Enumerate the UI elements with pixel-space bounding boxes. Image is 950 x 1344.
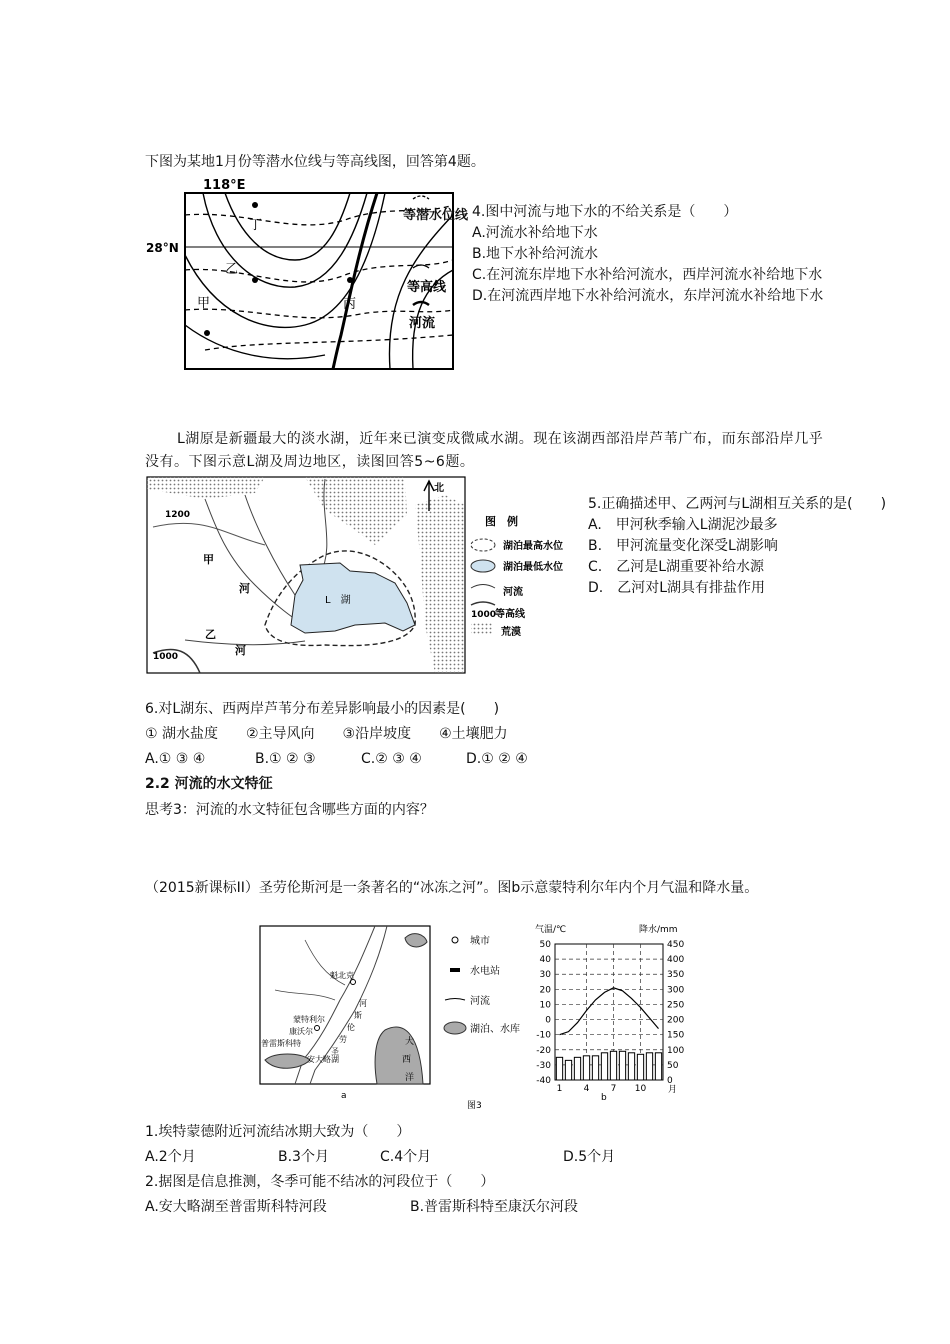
chart-ylabel-left: 气温/℃ <box>535 925 567 935</box>
x-tick-label: 7 <box>610 1084 617 1094</box>
label-jia: 甲 <box>203 553 214 566</box>
precip-tick-label: 150 <box>667 1030 685 1041</box>
precip-bar <box>646 1053 652 1080</box>
label-bing: 丙 <box>343 297 357 312</box>
north-label: 北 <box>434 483 444 494</box>
river-tributary <box>275 990 335 1000</box>
temperature-line <box>560 988 659 1035</box>
lake-ontario <box>265 1054 310 1068</box>
precip-tick-label: 400 <box>667 955 685 966</box>
q4-option-c[interactable]: C.在河流东岸地下水补给河流水，西岸河流水补给地下水 <box>472 267 823 283</box>
precip-tick-label: 50 <box>667 1060 679 1071</box>
temp-tick-label: 40 <box>539 955 551 966</box>
legend-water-table: 等潜水位线 <box>403 208 469 223</box>
contour-label-1000: 1000 <box>153 652 179 662</box>
contour-line <box>185 325 325 359</box>
ocean-char: 洋 <box>405 1073 415 1083</box>
q5-option-a[interactable]: A. 甲河秋季输入L湖泥沙最多 <box>588 517 778 533</box>
desert-area <box>147 477 265 499</box>
desert-area <box>305 477 407 545</box>
precip-bar <box>574 1057 580 1080</box>
city-montreal <box>315 1026 320 1031</box>
figure-label: 图3 <box>467 1101 482 1111</box>
label-yi: 乙 <box>205 628 216 641</box>
legend-title: 图 例 <box>485 515 518 528</box>
q6-factors: ① 湖水盐度 ②主导风向 ③沿岸坡度 ④土壤肥力 <box>145 726 508 742</box>
precip-tick-label: 250 <box>667 1000 685 1011</box>
river-char: 圣 <box>331 1047 339 1056</box>
ocean-char: 西 <box>402 1055 412 1065</box>
intro-text-2: L湖原是新疆最大的淡水湖，近年来已演变成微咸水湖。现在该湖西部沿岸芦苇广布，而东部沿岸几乎没有。下图示意L湖及周边地区，读图回答5~6题。 <box>145 431 824 470</box>
q6-option-d[interactable]: D.① ② ④ <box>466 751 528 767</box>
temp-tick-label: 0 <box>545 1015 551 1026</box>
contour-line <box>225 193 350 260</box>
label-kangwoer: 康沃尔 <box>289 1027 313 1036</box>
point-bing <box>347 277 353 283</box>
q6-stem: 6.对L湖东、西两岸芦苇分布差异影响最小的因素是( ) <box>145 701 500 717</box>
q5-stem: 5.正确描述甲、乙两河与L湖相互关系的是( ) <box>588 496 887 512</box>
temp-tick-label: -30 <box>536 1060 551 1071</box>
legend-lake: 湖泊、水库 <box>470 1024 520 1035</box>
legend-river: 河流 <box>409 316 436 331</box>
q4-option-b[interactable]: B.地下水补给河流水 <box>472 246 599 262</box>
x-tick-label: 10 <box>634 1084 647 1094</box>
label-jia: 甲 <box>197 296 211 311</box>
label-he-1: 河 <box>239 582 250 595</box>
legend-contour: 等高线 <box>407 280 447 295</box>
lake-l-map <box>145 475 580 677</box>
precip-bar <box>601 1053 607 1080</box>
legend-river-symbol <box>471 585 495 589</box>
temp-tick-label: 50 <box>539 940 551 950</box>
temp-tick-label: -40 <box>536 1076 551 1086</box>
point-ding <box>252 202 258 208</box>
lake-min-level <box>291 563 415 633</box>
intro-text-1: 下图为某地1月份等潜水位线与等高线图，回答第4题。 <box>145 154 485 170</box>
precip-tick-label: 200 <box>667 1015 685 1026</box>
legend-lake-symbol <box>444 1022 466 1034</box>
q4-option-d[interactable]: D.在河流西岸地下水补给河流水，东岸河流水补给地下水 <box>472 288 824 304</box>
legend-city-symbol <box>452 937 458 943</box>
label-montreal: 蒙特利尔 <box>293 1015 325 1024</box>
legend-river: 河流 <box>503 587 523 598</box>
groundwater-contour-map <box>145 175 475 375</box>
longitude-label: 118°E <box>203 178 246 193</box>
precip-bar <box>556 1057 562 1080</box>
q1-stem: 1.埃特蒙德附近河流结冰期大致为（ ） <box>145 1124 411 1140</box>
ocean-area <box>375 1027 423 1084</box>
legend-hydro-symbol <box>450 968 460 972</box>
precip-tick-label: 450 <box>667 940 685 950</box>
temp-tick-label: 20 <box>539 985 551 996</box>
lake-label: L 湖 <box>325 595 351 606</box>
q1-option-d[interactable]: D.5个月 <box>563 1149 616 1165</box>
legend-hydro: 水电站 <box>470 966 500 977</box>
contour-label-1200: 1200 <box>165 510 191 520</box>
precip-bar <box>583 1056 589 1080</box>
chart-xlabel: 月 <box>668 1085 678 1095</box>
intro-text-3: （2015新课标II）圣劳伦斯河是一条著名的“冰冻之河”。图b示意蒙特利尔年内个月气温和降水量。 <box>145 880 759 896</box>
precip-bar <box>628 1053 634 1080</box>
water-table-line <box>205 335 453 350</box>
label-yi: 乙 <box>225 262 239 277</box>
precip-tick-label: 100 <box>667 1045 685 1056</box>
legend-river: 河流 <box>470 996 490 1007</box>
label-anda: 安大略湖 <box>307 1055 339 1064</box>
q5-option-c[interactable]: C. 乙河是L湖重要补给水源 <box>588 559 765 575</box>
precip-bar <box>592 1056 598 1080</box>
contour-line <box>153 523 265 545</box>
label-a: a <box>341 1091 347 1101</box>
precip-tick-label: 0 <box>667 1076 673 1086</box>
temp-tick-label: 10 <box>539 1000 551 1011</box>
river-char: 河 <box>359 999 367 1008</box>
point-yi <box>252 277 258 283</box>
q6-option-a[interactable]: A.① ③ ④ <box>145 751 206 767</box>
q6-option-b[interactable]: B.① ② ③ <box>255 751 316 767</box>
q2-stem: 2.据图是信息推测，冬季可能不结冰的河段位于（ ） <box>145 1174 495 1190</box>
lake-area <box>405 934 427 947</box>
question-5 <box>588 494 888 599</box>
label-ding: 丁 <box>249 218 263 233</box>
q4-option-a[interactable]: A.河流水补给地下水 <box>472 225 598 241</box>
precip-bar <box>619 1051 625 1080</box>
precip-bar <box>655 1053 661 1080</box>
st-lawrence-figure <box>255 920 695 1115</box>
temp-tick-label: 30 <box>539 970 551 981</box>
river-jia <box>205 499 305 625</box>
legend-contour-symbol <box>413 265 429 268</box>
legend-low: 湖泊最低水位 <box>503 562 563 573</box>
city-quebec <box>351 980 356 985</box>
legend-contour-num: 1000 <box>471 610 497 620</box>
legend-desert: 荒漠 <box>501 627 521 638</box>
legend-river-symbol <box>445 999 465 1001</box>
legend-high-symbol <box>471 539 495 551</box>
ocean-char: 大 <box>405 1037 415 1047</box>
precip-bar <box>637 1054 643 1080</box>
section-title: 2.2 河流的水文特征 <box>145 776 273 792</box>
think-3: 思考3：河流的水文特征包含哪些方面的内容？ <box>145 802 434 818</box>
point-jia <box>204 330 210 336</box>
legend-contour: 等高线 <box>495 609 525 620</box>
question-4 <box>472 202 887 307</box>
label-quebec: 魁北克 <box>330 971 354 980</box>
river-char: 伦 <box>347 1023 355 1032</box>
precip-bar <box>565 1060 571 1080</box>
q1-option-b[interactable]: B.3个月 <box>278 1149 329 1165</box>
precip-tick-label: 300 <box>667 985 685 996</box>
q2-option-b[interactable]: B.普雷斯科特至康沃尔河段 <box>410 1199 579 1215</box>
q4-stem: 4.图中河流与地下水的不给关系是（ ） <box>472 204 738 220</box>
river-tributary <box>245 495 295 595</box>
precip-tick-label: 350 <box>667 970 685 981</box>
q5-option-b[interactable]: B. 甲河流量变化深受L湖影响 <box>588 538 778 554</box>
legend-city: 城市 <box>470 936 490 947</box>
river-char: 斯 <box>354 1011 362 1020</box>
legend-contour-symbol <box>471 602 495 605</box>
river-char: 劳 <box>339 1035 347 1044</box>
q5-option-d[interactable]: D. 乙河对L湖具有排盐作用 <box>588 580 766 596</box>
latitude-label: 28°N <box>146 241 179 255</box>
label-pulaisi: 普雷斯科特 <box>261 1039 301 1048</box>
label-b: b <box>601 1093 607 1103</box>
label-he-2: 河 <box>235 644 246 657</box>
q2-option-a[interactable]: A.安大略湖至普雷斯科特河段 <box>145 1199 327 1215</box>
x-tick-label: 4 <box>583 1084 590 1094</box>
x-tick-label: 1 <box>556 1084 563 1094</box>
legend-low-symbol <box>471 560 495 572</box>
q1-option-a[interactable]: A.2个月 <box>145 1149 196 1165</box>
q1-option-c[interactable]: C.4个月 <box>380 1149 432 1165</box>
legend-water-table-symbol <box>413 196 429 199</box>
temp-tick-label: -10 <box>536 1030 551 1041</box>
chart-ylabel-right: 降水/mm <box>639 925 678 935</box>
q6-option-c[interactable]: C.② ③ ④ <box>361 751 422 767</box>
desert-area <box>415 495 465 673</box>
precip-bar <box>610 1051 616 1080</box>
legend-high: 湖泊最高水位 <box>503 541 563 552</box>
temp-tick-label: -20 <box>536 1045 551 1056</box>
climate-chart <box>535 923 684 1103</box>
legend-desert-symbol <box>471 623 493 635</box>
